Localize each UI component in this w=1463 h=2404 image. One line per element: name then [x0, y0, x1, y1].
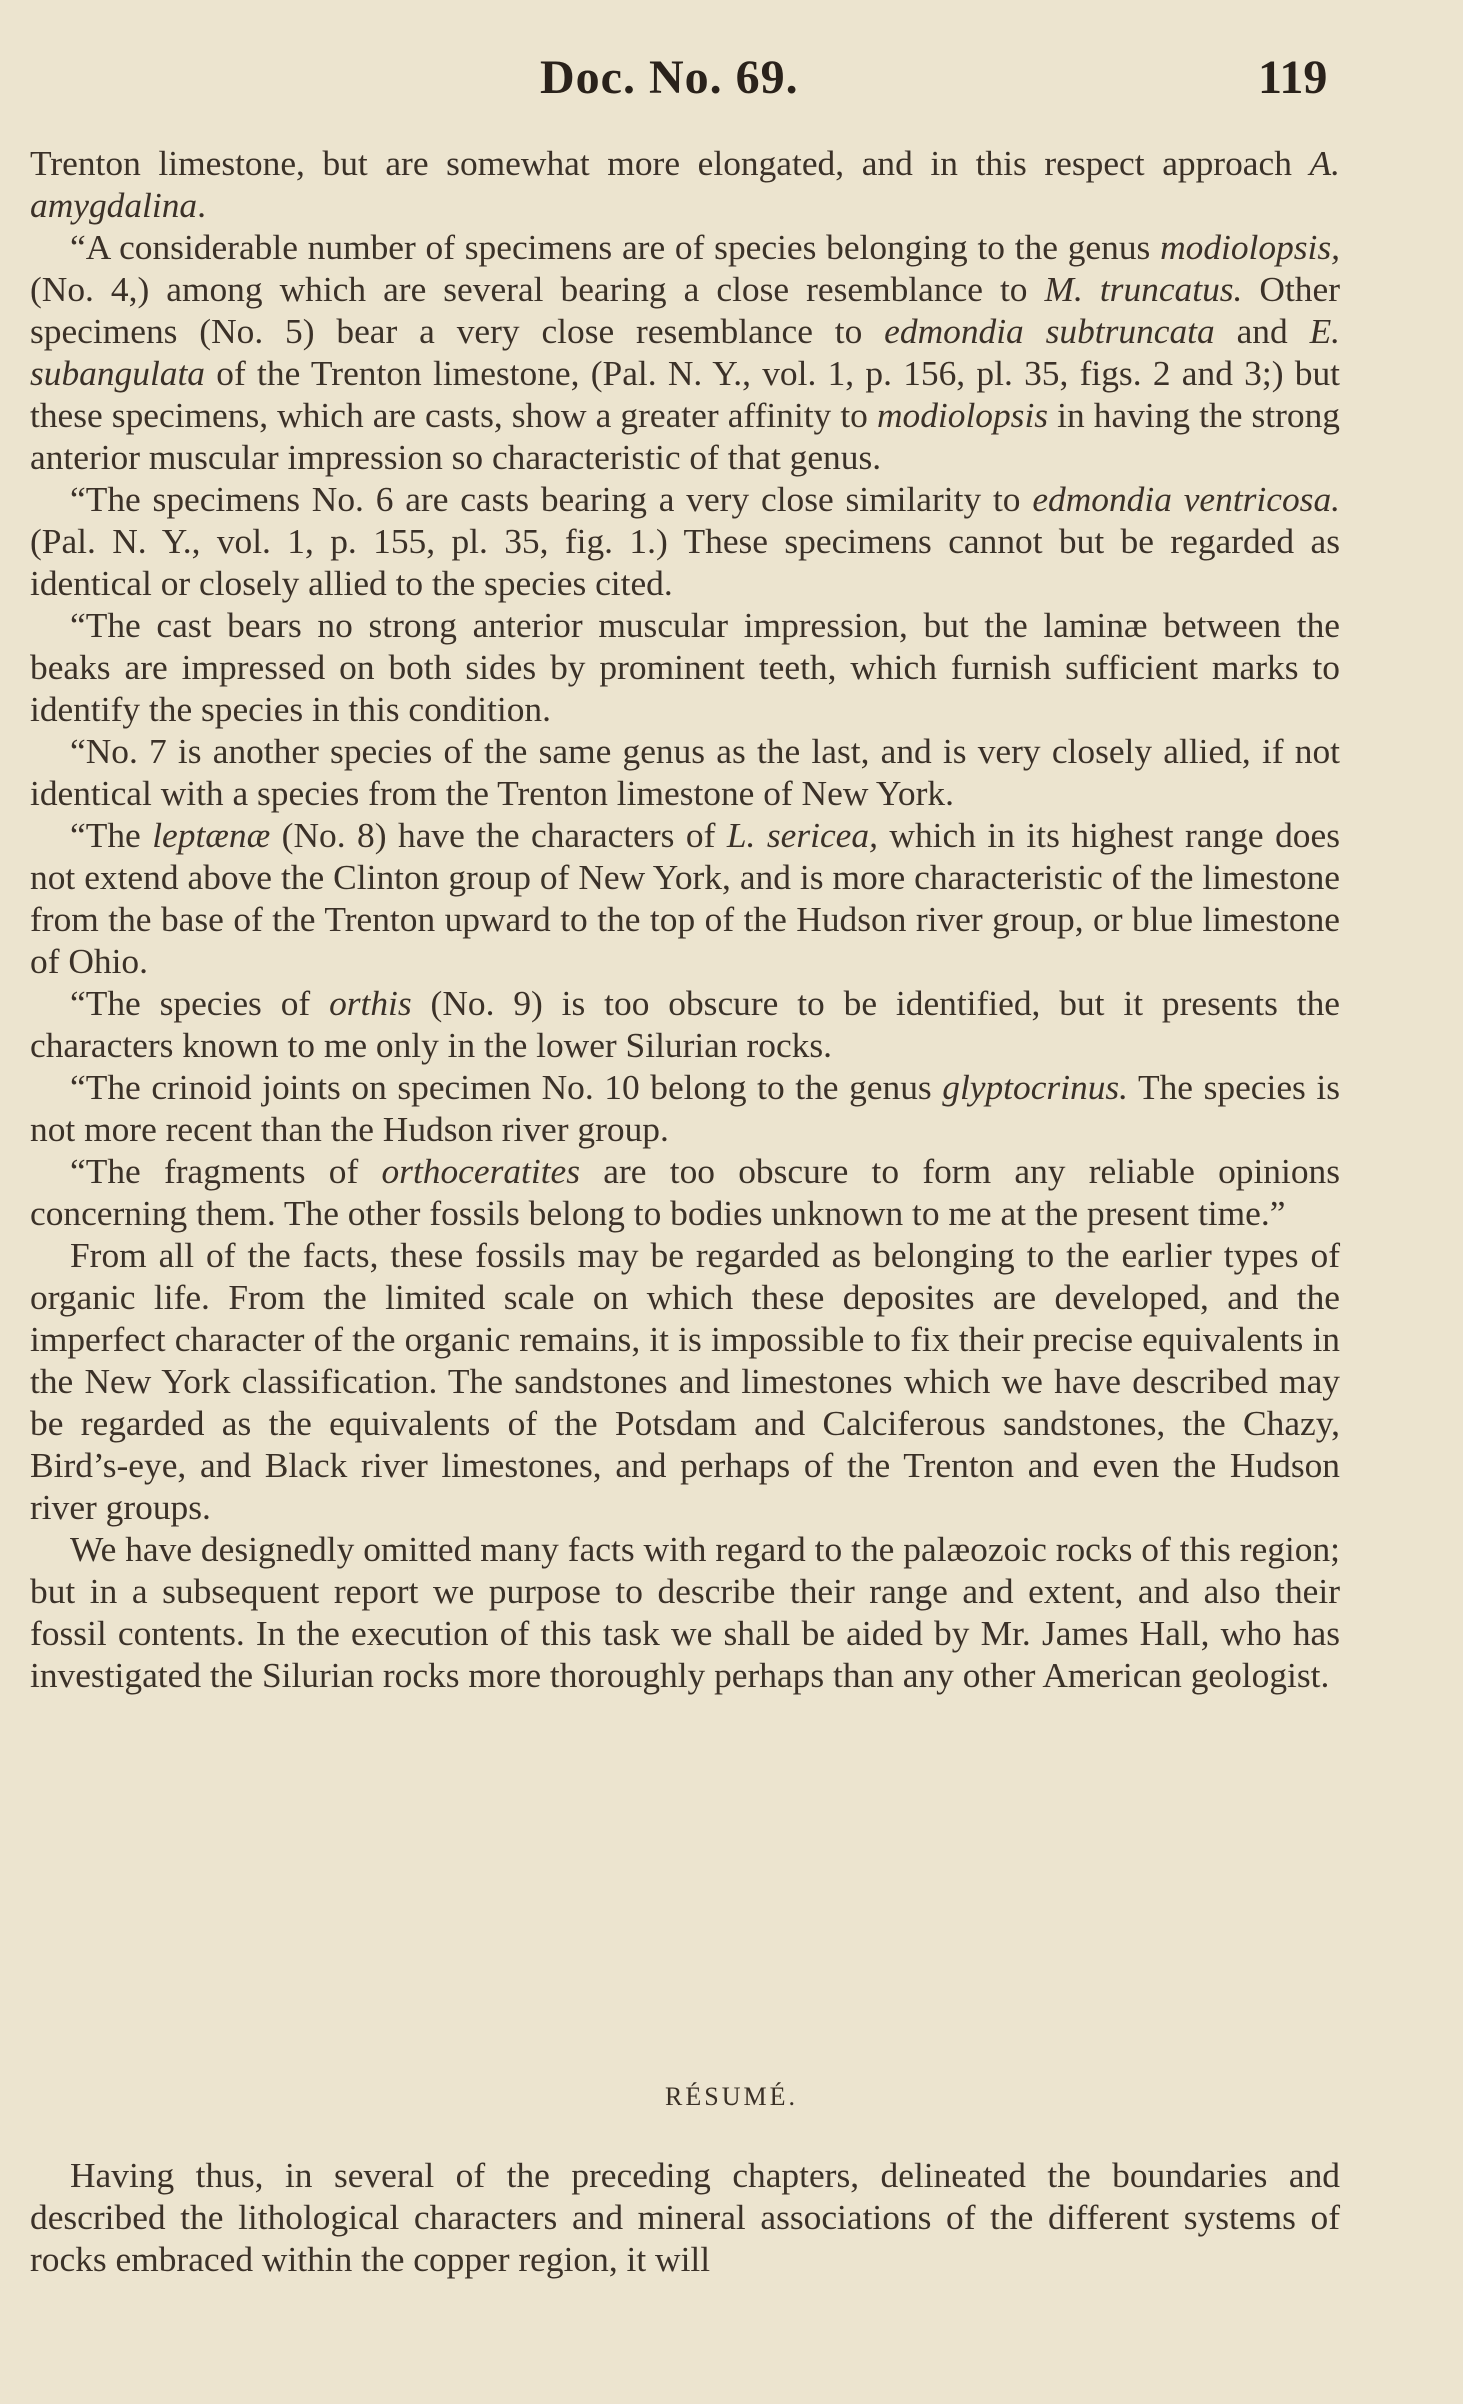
- italic-text: glyptocrinus.: [942, 1067, 1129, 1107]
- italic-text: L. sericea,: [726, 815, 878, 855]
- paragraph: [30, 982, 1340, 1066]
- page-number: 119: [1258, 51, 1328, 104]
- text-run: “No. 7 is another species of the same genus as the last, and is very closely allied, if not identical with a species from the Trenton limestone of New York.: [30, 731, 1340, 813]
- resume-paragraph: Having thus, in several of the preceding chapters, delineated the boundaries and described the lithological characters and mineral associations of the different systems of rocks embraced within the copper region, it will: [30, 2155, 1340, 2279]
- text-run: which in its highest range does not extend above the Clinton group of New York, and is more characteristic of the limestone from the base of the Trenton upward to the top of the Hudson river group, or blue limestone of Ohio.: [30, 815, 1340, 981]
- text-run: From all of the facts, these fossils may be regarded as belonging to the earlier types of organic life. From the limited scale on which these deposites are developed, and the imperfect character of the organic remains, it is impossible to fix their precise equivalents in the New York classification. The sandstones and limestones which we have described may be regarded as the equivalents of the Potsdam and Calciferous sandstones, the Chazy, Bird’s-eye, and Black river limestones, and perhaps of the Trenton and even the Hudson river groups.: [30, 1235, 1340, 1527]
- text-run: and: [1214, 311, 1310, 351]
- text-run: We have designedly omitted many facts with regard to the palæozoic rocks of this region; but in a subsequent report we purpose to describe their range and extent, and also their fossil contents. In the execution of this task we shall be aided by Mr. James Hall, who has investigated the Silurian rocks more thoroughly perhaps than any other American geologist.: [30, 1529, 1340, 1695]
- page-header: [0, 40, 1463, 120]
- italic-text: edmondia ventricosa.: [1032, 479, 1340, 519]
- resume-section: [30, 2154, 1340, 2280]
- italic-text: modiolopsis,: [1160, 227, 1340, 267]
- document-label: Doc. No. 69.: [540, 51, 799, 104]
- paragraph: [30, 1150, 1340, 1234]
- paragraph: [30, 604, 1340, 730]
- text-run: The species is not more recent than the Hudson river group.: [30, 1067, 1340, 1149]
- text-run: “The cast bears no strong anterior muscular impression, but the laminæ between the beaks are impressed on both sides by prominent teeth, which furnish sufficient marks to identify the species in this condition.: [30, 605, 1340, 729]
- section-title: RÉSUMÉ.: [665, 2082, 798, 2111]
- italic-text: edmondia subtruncata: [884, 311, 1215, 351]
- italic-text: leptænæ: [152, 815, 271, 855]
- text-run: “The species of: [70, 983, 330, 1023]
- text-run: are too obscure to form any reliable opinions concerning them. The other fossils belong to bodies unknown to me at the present time.”: [30, 1151, 1340, 1233]
- text-run: “The crinoid joints on specimen No. 10 belong to the genus: [70, 1067, 943, 1107]
- text-run: in having the strong anterior muscular impression so characteristic of that genus.: [30, 395, 1340, 477]
- text-run: Other specimens (No. 5) bear a very close resemblance to: [30, 269, 1340, 351]
- text-run: (No. 4,) among which are several bearing a close resemblance to: [30, 269, 1045, 309]
- text-run: “The: [70, 815, 153, 855]
- body-text: [30, 142, 1340, 1696]
- text-run: .: [197, 185, 206, 225]
- text-run: of the Trenton limestone, (Pal. N. Y., vol. 1, p. 156, pl. 35, figs. 2 and 3;) but these specimens, which are casts, show a greater affinity to: [30, 353, 1340, 435]
- paragraph: [30, 1528, 1340, 1696]
- italic-text: M. truncatus.: [1044, 269, 1243, 309]
- text-run: (No. 9) is too obscure to be identified, but it presents the characters known to me only in the lower Silurian rocks.: [30, 983, 1341, 1065]
- italic-text: A. amygdalina: [30, 143, 1340, 225]
- text-run: (No. 8) have the characters of: [270, 815, 727, 855]
- paragraph: [30, 142, 1340, 226]
- text-run: Trenton limestone, but are somewhat more elongated, and in this respect approach: [30, 143, 1310, 183]
- paragraph: [30, 814, 1340, 982]
- paragraph: [30, 478, 1340, 604]
- paragraph: [30, 226, 1340, 478]
- paragraph: [30, 730, 1340, 814]
- paragraph: [30, 1066, 1340, 1150]
- italic-text: orthis: [329, 983, 412, 1023]
- text-run: “The fragments of: [70, 1151, 382, 1191]
- italic-text: orthoceratites: [381, 1151, 581, 1191]
- text-run: (Pal. N. Y., vol. 1, p. 155, pl. 35, fig. 1.) These specimens cannot but be regarded as identical or closely allied to the species cited.: [30, 521, 1340, 603]
- italic-text: E. subangulata: [30, 311, 1341, 393]
- text-run: “The specimens No. 6 are casts bearing a very close similarity to: [70, 479, 1033, 519]
- italic-text: modiolopsis: [876, 395, 1049, 435]
- text-run: “A considerable number of specimens are of species belonging to the genus: [70, 227, 1161, 267]
- paragraph: [30, 1234, 1340, 1528]
